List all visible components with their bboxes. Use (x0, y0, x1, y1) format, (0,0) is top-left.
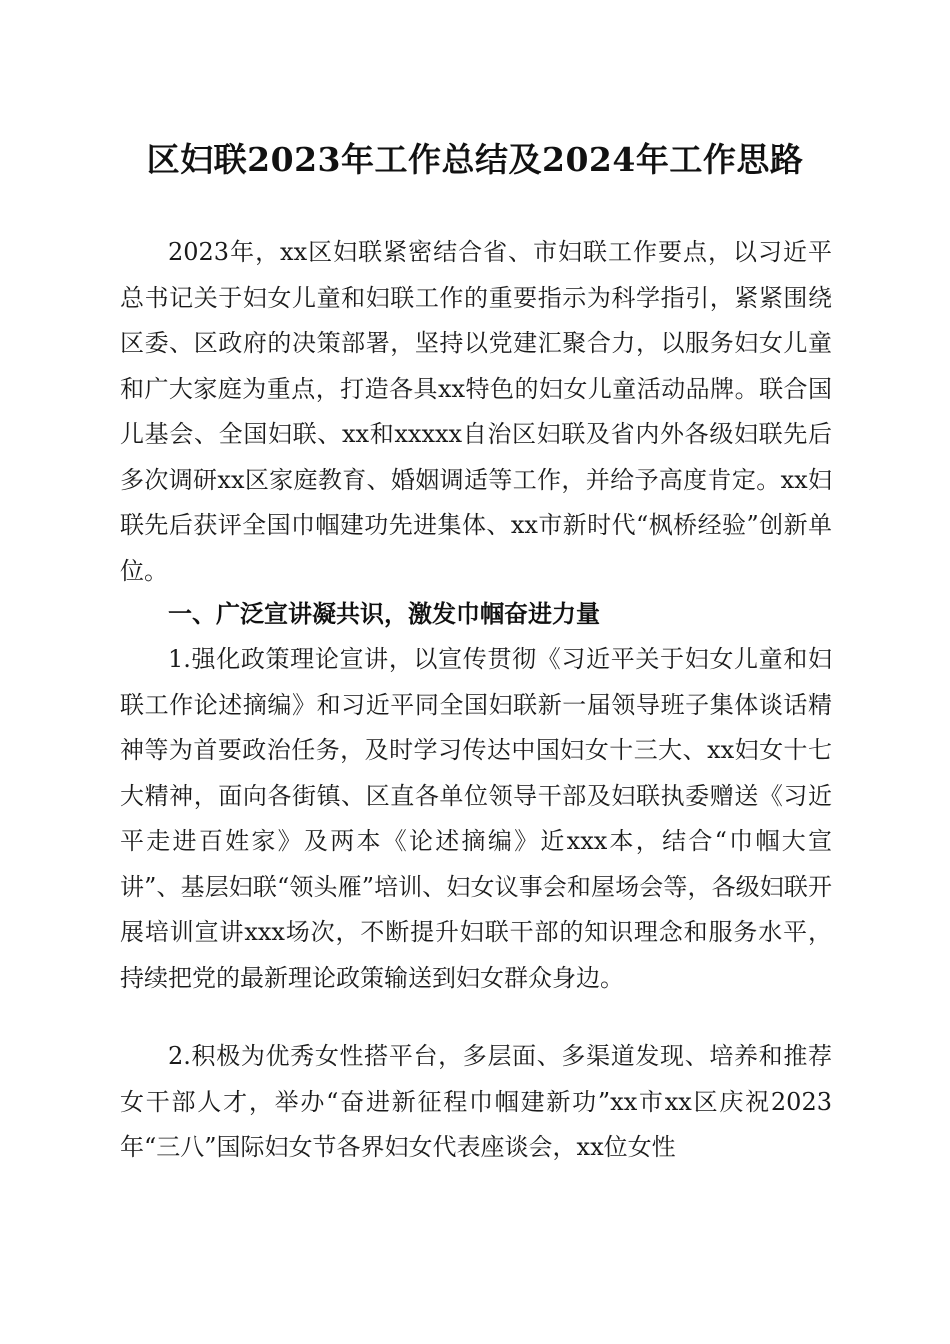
section-heading-1: 一、广泛宣讲凝共识，激发巾帼奋进力量 (168, 600, 600, 628)
document-title: 区妇联2023年工作总结及2024年工作思路 (146, 140, 804, 179)
item-paragraph-2: 2.积极为优秀女性搭平台，多层面、多渠道发现、培养和推荐女干部人才，举办“奋进新征程巾帼建新功”xx市xx区庆祝2023年“三八”国际妇女节各界妇女代表座谈会，xx位女性 (120, 1042, 832, 1161)
item-paragraph-1: 1.强化政策理论宣讲，以宣传贯彻《习近平关于妇女儿童和妇联工作论述摘编》和习近平同全国妇联新一届领导班子集体谈话精神等为首要政治任务，及时学习传达中国妇女十三大、xx妇女十七大精神，面向各街镇、区直各单位领导干部及妇联执委赠送《习近平走进百姓家》及两本《论述摘编》近xxx本，结合“巾帼大宣讲”、基层妇联“领头雁”培训、妇女议事会和屋场会等，各级妇联开展培训宣讲xxx场次，不断提升妇联干部的知识理念和服务水平，持续把党的最新理论政策输送到妇女群众身边。 (120, 645, 832, 992)
intro-paragraph: 2023年，xx区妇联紧密结合省、市妇联工作要点，以习近平总书记关于妇女儿童和妇联工作的重要指示为科学指引，紧紧围绕区委、区政府的决策部署，坚持以党建汇聚合力，以服务妇女儿童和广大家庭为重点，打造各具xx特色的妇女儿童活动品牌。联合国儿基会、全国妇联、xx和xxxxx自治区妇联及省内外各级妇联先后多次调研xx区家庭教育、婚姻调适等工作，并给予高度肯定。xx妇联先后获评全国巾帼建功先进集体、xx市新时代“枫桥经验”创新单位。 (120, 238, 832, 585)
